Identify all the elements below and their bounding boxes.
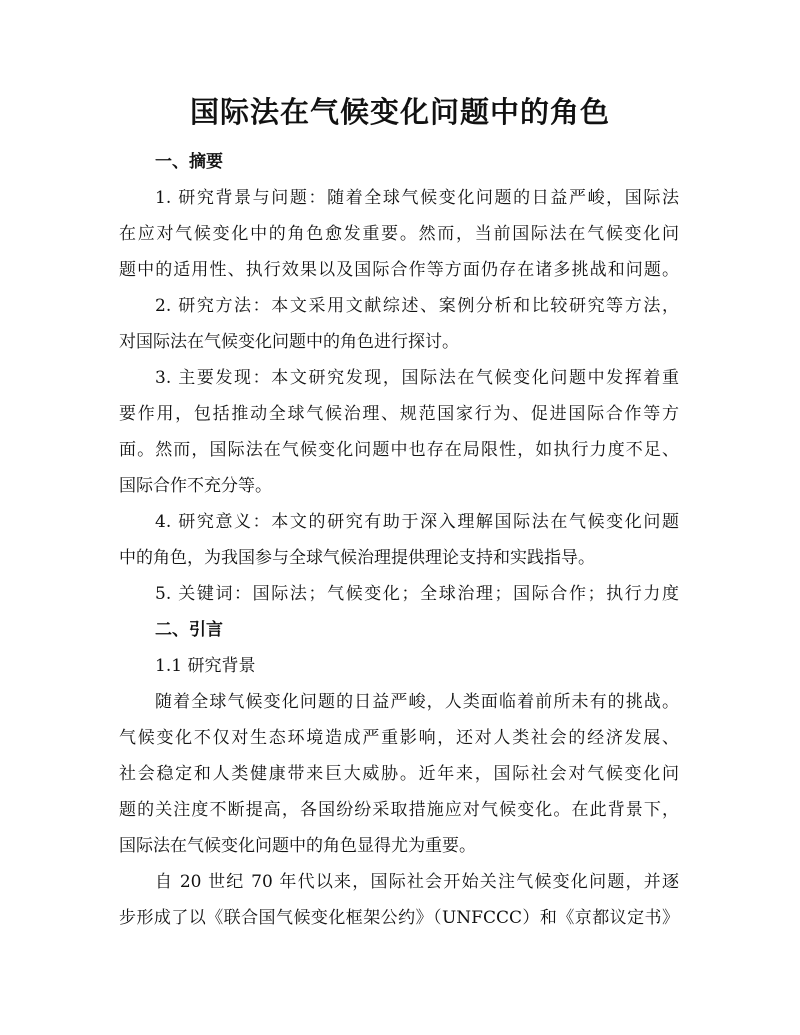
paragraph-line: 国际法在气候变化问题中的角色显得尤为重要。 [119, 836, 476, 856]
paragraph-line: 面。然而，国际法在气候变化问题中也存在局限性，如执行力度不足、 [119, 440, 679, 460]
keywords-line: 5. 关键词：国际法；气候变化；全球治理；国际合作；执行力度 [155, 584, 679, 604]
paragraph-line: 题中的适用性、执行效果以及国际合作等方面仍存在诸多挑战和问题。 [119, 260, 679, 280]
paragraph-line: 步形成了以《联合国气候变化框架公约》（UNFCCC）和《京都议定书》 [119, 908, 679, 928]
paragraph-line: 国际合作不充分等。 [119, 476, 272, 496]
paragraph-line: 在应对气候变化中的角色愈发重要。然而，当前国际法在气候变化问 [119, 224, 679, 244]
paragraph-line: 3. 主要发现：本文研究发现，国际法在气候变化问题中发挥着重 [155, 368, 679, 388]
paragraph-line: 1. 研究背景与问题：随着全球气候变化问题的日益严峻，国际法 [155, 188, 679, 208]
paragraph-line: 社会稳定和人类健康带来巨大威胁。近年来，国际社会对气候变化问 [119, 764, 679, 784]
paragraph-line: 气候变化不仅对生态环境造成严重影响，还对人类社会的经济发展、 [119, 728, 679, 748]
paragraph-line: 4. 研究意义：本文的研究有助于深入理解国际法在气候变化问题 [155, 512, 679, 532]
document-title: 国际法在气候变化问题中的角色 [189, 95, 610, 129]
section-heading-abstract: 一、摘要 [155, 152, 223, 172]
paragraph-line: 中的角色，为我国参与全球气候治理提供理论支持和实践指导。 [119, 548, 595, 568]
paragraph-line: 自 20 世纪 70 年代以来，国际社会开始关注气候变化问题，并逐 [155, 872, 679, 892]
section-heading-introduction: 二、引言 [155, 620, 223, 640]
paragraph-line: 要作用，包括推动全球气候治理、规范国家行为、促进国际合作等方 [119, 404, 679, 424]
subsection-heading: 1.1 研究背景 [155, 656, 256, 676]
paragraph-line: 题的关注度不断提高，各国纷纷采取措施应对气候变化。在此背景下， [119, 800, 679, 820]
paragraph-line: 2. 研究方法：本文采用文献综述、案例分析和比较研究等方法， [155, 296, 679, 316]
paragraph-line: 随着全球气候变化问题的日益严峻，人类面临着前所未有的挑战。 [155, 692, 679, 712]
paragraph-line: 对国际法在气候变化问题中的角色进行探讨。 [119, 332, 459, 352]
